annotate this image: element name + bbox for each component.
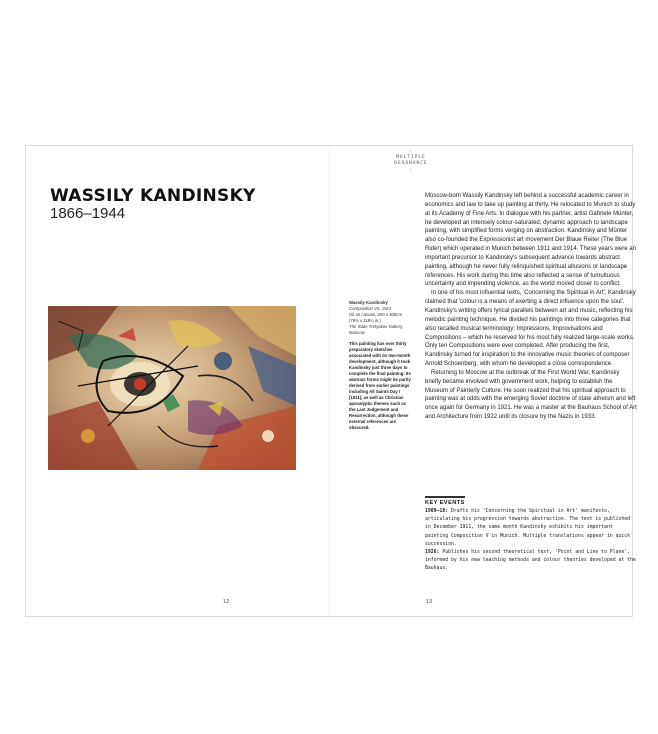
key-event-item — [425, 508, 637, 549]
caption-location: The State Tretyakov Gallery, Moscow — [349, 324, 404, 335]
section-tag-label: MULTIPLE RESONANCE — [394, 155, 428, 166]
key-event-text: Drafts his 'Concerning the Spiritual in Art' manifesto, articulating his progression towards abstraction. The text is published in December 1911, the same month Kandinsky exhibits his important painting Composition V in Munich. Multiple translations appear in quick succession. — [425, 509, 631, 547]
key-event-year: 1926: — [425, 550, 440, 556]
key-events-heading: KEY EVENTS — [425, 500, 465, 506]
key-events-rule — [425, 496, 465, 498]
key-event-year: 1909–10: — [425, 509, 449, 514]
key-event-text: Publishes his second theoretical text, 'Point and Line to Plane', informed by his new teaching methods and colour theories developed at the Bauhaus. — [425, 550, 636, 572]
artist-dates: 1866–1944 — [50, 205, 126, 222]
body-paragraph-2: In one of his most influential texts, 'Concerning the Spiritual in Art', Kandinsky claimed that 'colour is a means of exerting a direct influence upon the soul'. Kandinsky's writing offers lyrical parallels between art and music, reflecting his melodic painting technique. He divided his paintings into three categories that also recalled musical terminology: Impressions, Improvisations and Compositions – which he reserved for his most fully realized large-scale works. Only ten Compositions were ever completed. After producing the first, Kandinsky turned for inspiration to the innovative music theories of composer Arnold Schoenberg, with whom he developed a close correspondence. — [425, 290, 636, 368]
body-paragraph-1: Moscow-born Wassily Kandinsky left behind a successful academic career in economics and law to take up painting at thirty. He relocated to Munich to study at its Academy of Fine Arts. In dialogue with his partner, artist Gabriele Münter, he developed an intensely colour-saturated, dynamic approach to landscape painting, with simplified forms verging on abstraction. Kandinsky and Münter also co-founded the Expressionist art movement Der Blaue Reiter (The Blue Rider) which operated in Munich between 1911 and 1914. These years were an important precursor to Kandinsky's subsequent advance towards abstract painting, although he never fully relinquished spiritual allusions or landscape references. His work during this time also reflected a sense of tumultuous uncertainty and impending violence, as the world moved closer to conflict. — [425, 193, 636, 288]
key-event-item — [425, 549, 637, 574]
article-body — [425, 192, 637, 422]
page-number-right: 13 — [426, 599, 433, 605]
painting-caption — [349, 300, 411, 431]
caption-note: This painting has over thirty preparatory sketches associated with its two-month development, although it took Kandinsky just three days to complete the final painting. Its abstract forms might be partly derived from earlier paintings including All Saints Day I (1911), as well as Christian apocalyptic themes such as the Last Judgement and Resurrection, although these external references are obscured. — [349, 341, 411, 430]
dot-ornament-icon: · — [408, 167, 413, 173]
key-events-list — [425, 508, 637, 574]
artist-name: WASSILY KANDINSKY — [50, 186, 256, 206]
caption-medium: Oil on canvas, 200 x 300cm (78¾ x 118¼ in.) — [349, 312, 403, 323]
caption-work: Composition VII, 1913 — [349, 306, 392, 311]
section-tag — [381, 149, 441, 173]
page-gutter — [329, 146, 330, 616]
body-paragraph-3: Returning to Moscow at the outbreak of the First World War, Kandinsky briefly became involved with government work, helping to establish the Museum of Painterly Culture. He soon realized that his spiritual approach to painting was at odds with the emerging Soviet doctrine of state atheism and left once again for Germany in 1921. He was a master at the Bauhaus School of Art and Architecture from 1922 until its closure by the Nazis in 1933. — [425, 369, 637, 421]
painting-image — [48, 306, 296, 470]
dot-ornament-icon: · — [408, 149, 413, 155]
book-spread — [25, 145, 637, 617]
caption-artist: Wassily Kandinsky — [349, 300, 388, 305]
page-number-left: 12 — [223, 599, 230, 605]
